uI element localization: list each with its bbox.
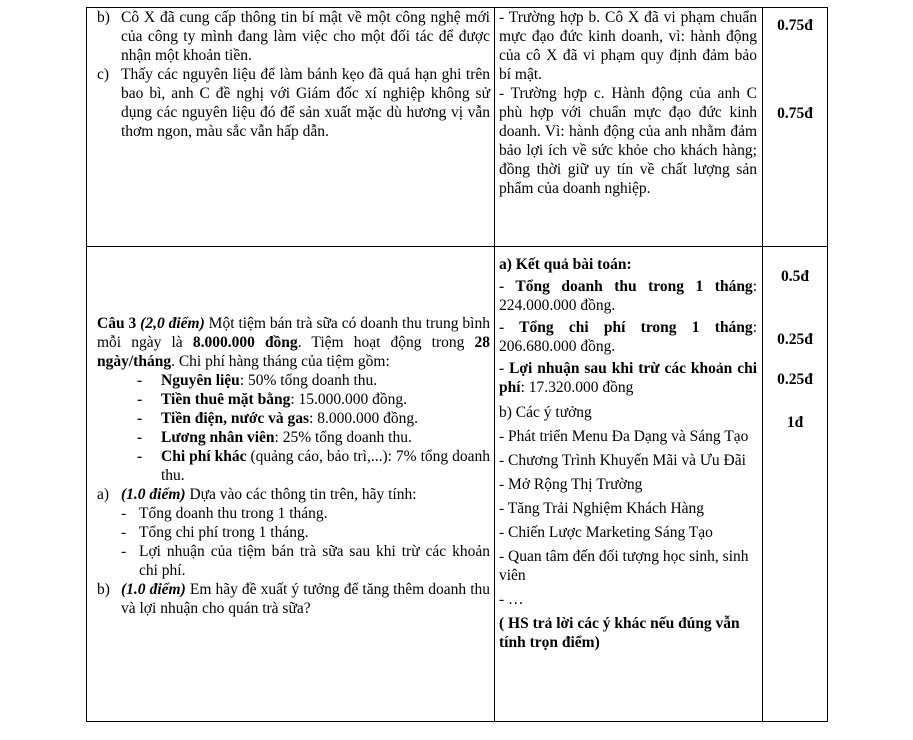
list-item: - Tăng Trải Nghiệm Khách Hàng [499,500,705,517]
list-item: - Quan tâm đến đối tượng học sinh, sinh viên [499,548,749,584]
net-profit: - Lợi nhuận sau khi trừ các khoản chi phí: 17.320.000 đồng [499,360,757,396]
score-cell [763,247,828,722]
list-item: - Tổng doanh thu trong 1 tháng. [121,505,328,522]
total-cost: - Tổng chi phí trong 1 tháng: 206.680.000 đồng. [499,319,757,355]
question-cell [87,247,495,722]
grading-note: ( HS trả lời các ý khác nếu đúng vẫn tính trọn điểm) [499,615,740,651]
list-item: - … [499,591,524,608]
case-b: b) Cô X đã cung cấp thông tin bí mật về một công nghệ mới của công ty mình đang làm việc cho một đối tác để được nhận một khoản tiền. [97,9,490,64]
list-item: - Tổng chi phí trong 1 tháng. [121,524,309,541]
list-item: - Tiền thuê mặt bằng: 15.000.000 đồng. [137,391,408,408]
answer-case-b: - Trường hợp b. Cô X đã vi phạm chuẩn mực đạo đức kinh doanh, vì: hành động của cô X đã vi phạm quy định đảm bảo bí mật. [499,9,757,83]
question-label: Câu 3 [97,315,137,332]
score-profit: 0.25đ [777,371,813,388]
answer-case-c: - Trường hợp c. Hành động của anh C phù hợp với chuẩn mực đạo đức kinh doanh. Vì: hành động của anh nhằm đảm bảo lợi ích về sức khỏe cho khách hàng; đồng thời giữ uy tín về chất lượng sản phẩm của doanh nghiệp. [499,85,757,197]
answer-cell [495,247,763,722]
answer-key-table [86,7,828,722]
part-a: a) (1.0 điểm) Dựa vào các thông tin trên, hãy tính: - Tổng doanh thu trong 1 tháng. - Tổng chi phí trong 1 tháng. - Lợi nhuận của tiệm bán trà sữa sau khi trừ các khoản chi phí. [97,486,490,579]
score-c: 0.75đ [777,105,813,122]
question-cell [87,8,495,247]
list-item: - Chi phí khác (quảng cáo, bảo trì,...): 7% tổng doanh thu. [137,448,490,484]
list-item: - Lương nhân viên: 25% tổng doanh thu. [137,429,412,446]
score-cost: 0.25đ [777,331,813,348]
question-points: (2,0 điểm) [140,315,205,332]
list-item: - Nguyên liệu: 50% tổng doanh thu. [137,372,378,389]
score-ideas: 1đ [786,414,804,431]
table-row [87,8,828,247]
list-item: - Chiến Lược Marketing Sáng Tạo [499,524,713,541]
question-3-intro: Câu 3 (2,0 điểm) Một tiệm bán trà sữa có doanh thu trung bình mỗi ngày là 8.000.000 đồng. Tiệm hoạt động trong 28 ngày/tháng. Chi phí hàng tháng của tiệm gồm: [97,315,490,370]
table-row [87,247,828,722]
cost-list [97,371,490,485]
result-title: a) Kết quả bài toán: [499,256,632,273]
score-cell [763,8,828,247]
list-item: - Phát triển Menu Đa Dạng và Sáng Tạo [499,428,749,445]
list-item: - Tiền điện, nước và gas: 8.000.000 đồng. [137,410,419,427]
list-item: - Lợi nhuận của tiệm bán trà sữa sau khi trừ các khoản chi phí. [121,543,490,579]
ideas-title: b) Các ý tưởng [499,404,592,421]
answer-cell [495,8,763,247]
list-item: - Mở Rộng Thị Trường [499,476,643,493]
total-revenue: - Tổng doanh thu trong 1 tháng: 224.000.000 đồng. [499,278,757,314]
score-b: 0.75đ [777,17,813,34]
part-b: b) (1.0 điểm) Em hãy đề xuất ý tưởng để tăng thêm doanh thu và lợi nhuận cho quán trà sữa? [97,581,490,617]
score-revenue: 0.5đ [781,268,809,285]
case-c: c) Thấy các nguyên liệu để làm bánh kẹo đã quá hạn ghi trên bao bì, anh C đề nghị với Giám đốc xí nghiệp không sử dụng các nguyên liệu đó để sản xuất mặc dù hương vị vẫn thơm ngon, màu sắc vẫn hấp dẫn. [97,66,490,140]
list-item: - Chương Trình Khuyến Mãi và Ưu Đãi [499,452,746,469]
